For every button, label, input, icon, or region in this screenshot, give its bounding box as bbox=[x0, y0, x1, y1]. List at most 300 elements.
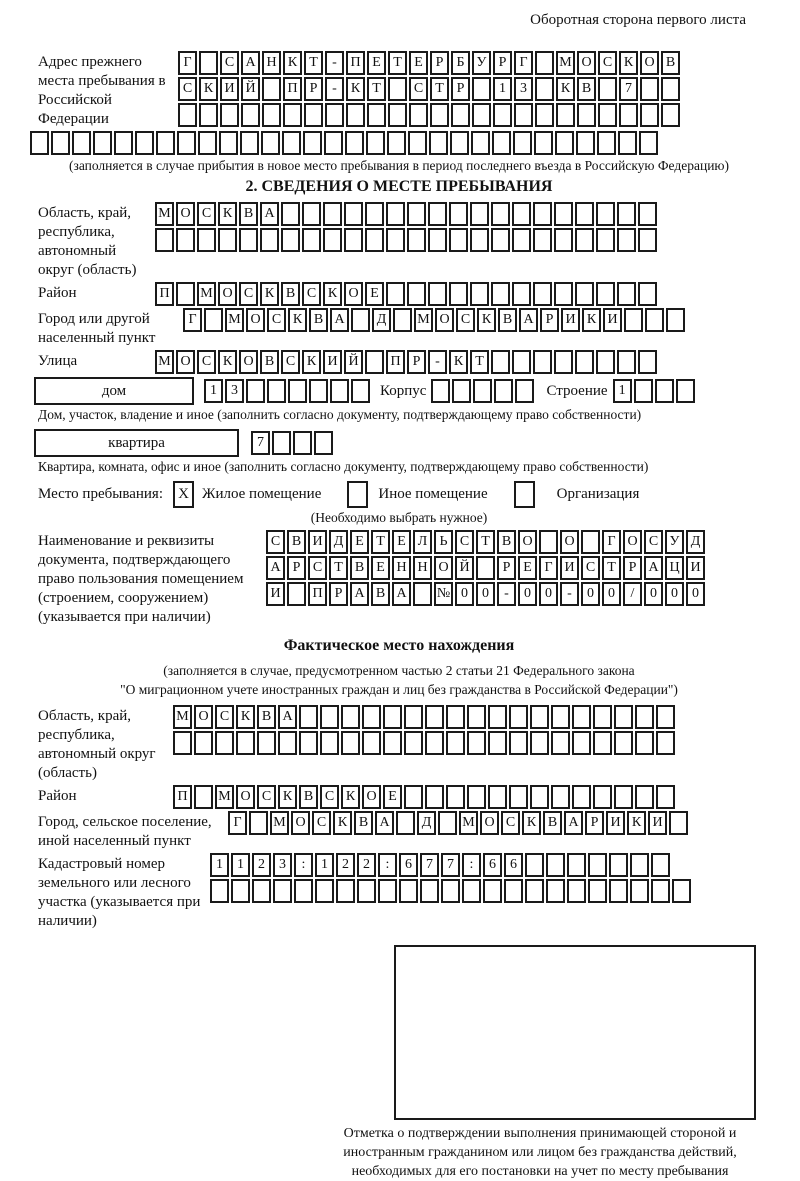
document-rows bbox=[266, 530, 705, 606]
char-box bbox=[407, 202, 426, 226]
char-box: У bbox=[472, 51, 491, 75]
char-box bbox=[638, 228, 657, 252]
char-box bbox=[572, 705, 591, 729]
char-box bbox=[438, 811, 457, 835]
char-box bbox=[114, 131, 133, 155]
char-box bbox=[302, 228, 321, 252]
char-box bbox=[555, 131, 574, 155]
char-box bbox=[240, 131, 259, 155]
char-box: С bbox=[302, 282, 321, 306]
char-box: Е bbox=[518, 556, 537, 580]
char-box: 1 bbox=[204, 379, 223, 403]
stamp-area bbox=[38, 945, 760, 1181]
char-row bbox=[155, 202, 657, 226]
char-box: Т bbox=[388, 51, 407, 75]
char-box: М bbox=[155, 350, 174, 374]
char-row bbox=[155, 282, 657, 306]
char-box: - bbox=[560, 582, 579, 606]
char-box bbox=[365, 350, 384, 374]
char-box bbox=[476, 556, 495, 580]
char-box bbox=[261, 131, 280, 155]
char-box: А bbox=[375, 811, 394, 835]
char-box: С bbox=[456, 308, 475, 332]
char-box: С bbox=[312, 811, 331, 835]
char-box bbox=[634, 379, 653, 403]
char-box: Р bbox=[493, 51, 512, 75]
char-box: У bbox=[665, 530, 684, 554]
char-box bbox=[588, 879, 607, 903]
char-box: Г bbox=[539, 556, 558, 580]
char-row bbox=[210, 879, 691, 903]
char-box: Й bbox=[241, 77, 260, 101]
char-box bbox=[530, 731, 549, 755]
char-box: Р bbox=[329, 582, 348, 606]
char-box bbox=[252, 879, 271, 903]
char-box: В bbox=[543, 811, 562, 835]
char-box bbox=[282, 131, 301, 155]
char-box: М bbox=[155, 202, 174, 226]
char-box: К bbox=[236, 705, 255, 729]
char-box: М bbox=[556, 51, 575, 75]
char-box bbox=[393, 308, 412, 332]
char-box: 0 bbox=[581, 582, 600, 606]
char-box bbox=[72, 131, 91, 155]
char-box bbox=[399, 879, 418, 903]
document-label: Наименование и реквизиты документа, подтверждающего право пользования помещением (строением, сооружением) (указывается при наличии) bbox=[38, 533, 244, 625]
char-box bbox=[388, 103, 407, 127]
char-box: К bbox=[341, 785, 360, 809]
char-box bbox=[656, 785, 675, 809]
char-box bbox=[231, 879, 250, 903]
char-box bbox=[199, 103, 218, 127]
char-box bbox=[246, 379, 265, 403]
char-box: К bbox=[260, 282, 279, 306]
actual-city-field bbox=[38, 811, 760, 851]
char-box: М bbox=[197, 282, 216, 306]
char-box bbox=[428, 228, 447, 252]
char-box bbox=[609, 879, 628, 903]
char-box bbox=[467, 705, 486, 729]
char-box bbox=[309, 379, 328, 403]
char-row bbox=[178, 51, 680, 75]
char-box bbox=[294, 879, 313, 903]
char-box bbox=[241, 103, 260, 127]
char-box: Г bbox=[514, 51, 533, 75]
char-box bbox=[655, 379, 674, 403]
apartment-caption: Квартира, комната, офис и иное (заполнить согласно документу, подтверждающему право собственности) bbox=[38, 459, 649, 474]
char-box bbox=[617, 228, 636, 252]
char-box: М bbox=[270, 811, 289, 835]
char-box bbox=[362, 705, 381, 729]
char-box bbox=[638, 202, 657, 226]
char-box bbox=[428, 282, 447, 306]
checkbox-zhiloe: X bbox=[173, 481, 194, 508]
char-box bbox=[451, 103, 470, 127]
char-box: С bbox=[197, 350, 216, 374]
char-box bbox=[593, 731, 612, 755]
char-box: К bbox=[346, 77, 365, 101]
prev-address-note: (заполняется в случае прибытия в новое место пребывания в период последнего въезда в Российскую Федерацию) bbox=[68, 158, 730, 173]
char-box bbox=[630, 879, 649, 903]
char-box: 7 bbox=[441, 853, 460, 877]
char-box bbox=[509, 705, 528, 729]
char-box bbox=[472, 103, 491, 127]
char-box: Е bbox=[409, 51, 428, 75]
char-box bbox=[388, 77, 407, 101]
char-box bbox=[446, 785, 465, 809]
char-box bbox=[535, 51, 554, 75]
actual-location-note-line1: (заполняется в случае, предусмотренном частью 2 статьи 21 Федерального закона bbox=[163, 663, 635, 678]
korpus-label: Корпус bbox=[380, 382, 427, 399]
char-box bbox=[640, 77, 659, 101]
char-box bbox=[299, 705, 318, 729]
char-box: С bbox=[501, 811, 520, 835]
char-box bbox=[272, 431, 291, 455]
char-box: О bbox=[236, 785, 255, 809]
char-box bbox=[281, 228, 300, 252]
char-box bbox=[281, 202, 300, 226]
house-caption: Дом, участок, владение и иное (заполнить согласно документу, подтверждающему право собственности) bbox=[38, 407, 642, 422]
char-box: О bbox=[518, 530, 537, 554]
char-box bbox=[470, 228, 489, 252]
char-box bbox=[344, 228, 363, 252]
char-box: К bbox=[522, 811, 541, 835]
char-box bbox=[635, 731, 654, 755]
char-box bbox=[551, 731, 570, 755]
char-box bbox=[575, 228, 594, 252]
char-box bbox=[173, 731, 192, 755]
char-box: / bbox=[623, 582, 642, 606]
char-box: О bbox=[434, 556, 453, 580]
char-box: 1 bbox=[210, 853, 229, 877]
char-box: Р bbox=[540, 308, 559, 332]
char-box: В bbox=[239, 202, 258, 226]
char-box bbox=[404, 731, 423, 755]
char-box bbox=[554, 282, 573, 306]
stamp-box bbox=[394, 945, 756, 1120]
char-box bbox=[491, 350, 510, 374]
char-box: М bbox=[225, 308, 244, 332]
char-box: О bbox=[623, 530, 642, 554]
char-box bbox=[504, 879, 523, 903]
char-box: 2 bbox=[357, 853, 376, 877]
char-box bbox=[483, 879, 502, 903]
char-box bbox=[661, 103, 680, 127]
char-box: В bbox=[257, 705, 276, 729]
char-box: 1 bbox=[613, 379, 632, 403]
char-box bbox=[597, 131, 616, 155]
char-box bbox=[640, 103, 659, 127]
korpus-cells bbox=[431, 379, 534, 403]
char-box: Т bbox=[371, 530, 390, 554]
char-box bbox=[267, 379, 286, 403]
char-box bbox=[249, 811, 268, 835]
char-box bbox=[323, 202, 342, 226]
char-box bbox=[283, 103, 302, 127]
char-box: В bbox=[260, 350, 279, 374]
house-type-box: дом bbox=[34, 377, 194, 405]
char-box: В bbox=[281, 282, 300, 306]
char-box bbox=[488, 705, 507, 729]
char-box: О bbox=[176, 202, 195, 226]
char-box: - bbox=[325, 77, 344, 101]
option-zhiloe-label: Жилое помещение bbox=[202, 486, 322, 502]
char-box bbox=[492, 131, 511, 155]
char-box bbox=[656, 731, 675, 755]
char-box bbox=[431, 379, 450, 403]
char-box: М bbox=[459, 811, 478, 835]
char-box: С bbox=[220, 51, 239, 75]
char-row bbox=[266, 582, 705, 606]
char-box bbox=[617, 350, 636, 374]
char-box bbox=[596, 202, 615, 226]
char-box: Е bbox=[367, 51, 386, 75]
char-box: Т bbox=[329, 556, 348, 580]
char-box bbox=[383, 731, 402, 755]
char-box bbox=[651, 879, 670, 903]
char-box bbox=[408, 131, 427, 155]
district-label: Район bbox=[38, 285, 77, 301]
char-box bbox=[450, 131, 469, 155]
char-box bbox=[239, 228, 258, 252]
char-box bbox=[509, 731, 528, 755]
char-box bbox=[320, 705, 339, 729]
char-row bbox=[183, 308, 685, 332]
char-box bbox=[470, 282, 489, 306]
char-box: С bbox=[266, 530, 285, 554]
char-box bbox=[614, 731, 633, 755]
actual-district-field bbox=[38, 785, 760, 809]
char-box bbox=[614, 705, 633, 729]
char-box bbox=[407, 282, 426, 306]
char-box: Ц bbox=[665, 556, 684, 580]
char-box bbox=[218, 228, 237, 252]
char-box: В bbox=[498, 308, 517, 332]
city-field bbox=[38, 308, 760, 348]
char-box bbox=[30, 131, 49, 155]
prev-address-rows bbox=[178, 51, 680, 127]
char-box: М bbox=[414, 308, 433, 332]
char-box bbox=[156, 131, 175, 155]
char-box bbox=[588, 853, 607, 877]
char-box: 7 bbox=[619, 77, 638, 101]
char-box: 0 bbox=[518, 582, 537, 606]
char-box: И bbox=[606, 811, 625, 835]
city-label: Город или другой населенный пункт bbox=[38, 311, 156, 346]
char-box bbox=[357, 879, 376, 903]
prev-address-field bbox=[38, 51, 760, 129]
char-box bbox=[413, 582, 432, 606]
char-box: 6 bbox=[399, 853, 418, 877]
char-box bbox=[236, 731, 255, 755]
char-box: О bbox=[640, 51, 659, 75]
prev-address-label: Адрес прежнего места пребывания в Российской Федерации bbox=[38, 54, 166, 127]
char-box: П bbox=[155, 282, 174, 306]
char-box bbox=[470, 202, 489, 226]
char-box: В bbox=[287, 530, 306, 554]
region-label: Область, край, республика, автономный округ (область) bbox=[38, 205, 137, 278]
char-box bbox=[635, 705, 654, 729]
char-box bbox=[362, 731, 381, 755]
char-box bbox=[567, 879, 586, 903]
char-box bbox=[199, 51, 218, 75]
char-box: С bbox=[644, 530, 663, 554]
char-box bbox=[471, 131, 490, 155]
char-box: К bbox=[218, 350, 237, 374]
char-box bbox=[596, 282, 615, 306]
char-box bbox=[467, 731, 486, 755]
char-box: Т bbox=[476, 530, 495, 554]
char-box bbox=[194, 731, 213, 755]
char-box: С bbox=[281, 350, 300, 374]
char-box bbox=[598, 77, 617, 101]
char-box bbox=[425, 785, 444, 809]
char-box bbox=[533, 350, 552, 374]
char-box: Р bbox=[497, 556, 516, 580]
char-box bbox=[351, 379, 370, 403]
char-box: А bbox=[330, 308, 349, 332]
char-box bbox=[525, 879, 544, 903]
char-box bbox=[530, 705, 549, 729]
char-box bbox=[619, 103, 638, 127]
char-box: Р bbox=[451, 77, 470, 101]
char-box: Е bbox=[383, 785, 402, 809]
char-box bbox=[404, 785, 423, 809]
char-box: К bbox=[283, 51, 302, 75]
char-box bbox=[198, 131, 217, 155]
char-box: О bbox=[176, 350, 195, 374]
actual-region-field bbox=[38, 705, 760, 783]
char-box bbox=[572, 731, 591, 755]
char-box bbox=[638, 282, 657, 306]
char-box bbox=[651, 853, 670, 877]
char-box: Ь bbox=[434, 530, 453, 554]
char-box bbox=[219, 131, 238, 155]
char-box bbox=[661, 77, 680, 101]
char-box bbox=[575, 350, 594, 374]
char-box bbox=[407, 228, 426, 252]
char-box: Т bbox=[367, 77, 386, 101]
section2-title: 2. СВЕДЕНИЯ О МЕСТЕ ПРЕБЫВАНИЯ bbox=[245, 178, 553, 195]
char-box bbox=[441, 879, 460, 903]
char-box bbox=[425, 731, 444, 755]
char-box: П bbox=[283, 77, 302, 101]
char-box: - bbox=[497, 582, 516, 606]
char-box bbox=[273, 879, 292, 903]
char-box: П bbox=[346, 51, 365, 75]
char-box bbox=[367, 103, 386, 127]
char-box: 7 bbox=[251, 431, 270, 455]
char-box bbox=[288, 379, 307, 403]
char-box: О bbox=[560, 530, 579, 554]
char-box bbox=[257, 731, 276, 755]
char-box bbox=[575, 282, 594, 306]
stay-type-hint: (Необходимо выбрать нужное) bbox=[310, 510, 488, 525]
char-box bbox=[409, 103, 428, 127]
char-row bbox=[155, 350, 657, 374]
actual-location-note-line2: "О миграционном учете иностранных граждан и лиц без гражданства в Российской Федерации") bbox=[120, 682, 678, 697]
char-box: Е bbox=[365, 282, 384, 306]
char-box: 1 bbox=[231, 853, 250, 877]
char-box: С bbox=[455, 530, 474, 554]
char-box: Р bbox=[304, 77, 323, 101]
document-field bbox=[38, 530, 760, 627]
char-box: В bbox=[661, 51, 680, 75]
char-box: : bbox=[294, 853, 313, 877]
char-box: И bbox=[560, 556, 579, 580]
char-row bbox=[155, 228, 657, 252]
char-box bbox=[387, 131, 406, 155]
char-box bbox=[386, 228, 405, 252]
char-box bbox=[635, 785, 654, 809]
char-box bbox=[491, 282, 510, 306]
char-box: 1 bbox=[315, 853, 334, 877]
region-rows bbox=[155, 202, 657, 252]
char-box bbox=[178, 103, 197, 127]
char-box bbox=[366, 131, 385, 155]
char-box: С bbox=[320, 785, 339, 809]
char-row bbox=[178, 103, 680, 127]
char-box: К bbox=[333, 811, 352, 835]
char-box bbox=[513, 131, 532, 155]
char-box: О bbox=[480, 811, 499, 835]
char-box: М bbox=[173, 705, 192, 729]
char-box bbox=[567, 853, 586, 877]
char-box: Р bbox=[585, 811, 604, 835]
char-box bbox=[345, 131, 364, 155]
char-box: Д bbox=[686, 530, 705, 554]
char-box: К bbox=[582, 308, 601, 332]
char-box: В bbox=[577, 77, 596, 101]
char-box: П bbox=[173, 785, 192, 809]
char-box bbox=[546, 853, 565, 877]
char-box: Д bbox=[329, 530, 348, 554]
char-box bbox=[430, 103, 449, 127]
char-box: К bbox=[199, 77, 218, 101]
char-box: А bbox=[392, 582, 411, 606]
char-box: Т bbox=[602, 556, 621, 580]
char-box: № bbox=[434, 582, 453, 606]
header-note: Оборотная сторона первого листа bbox=[530, 12, 746, 28]
char-box: : bbox=[378, 853, 397, 877]
char-box bbox=[446, 705, 465, 729]
char-box bbox=[194, 785, 213, 809]
char-box bbox=[551, 785, 570, 809]
cadastral-field bbox=[38, 853, 760, 931]
char-box: 0 bbox=[602, 582, 621, 606]
char-box: 3 bbox=[273, 853, 292, 877]
char-box bbox=[446, 731, 465, 755]
char-box bbox=[330, 379, 349, 403]
char-box bbox=[535, 103, 554, 127]
actual-region-rows bbox=[173, 705, 675, 755]
char-box bbox=[576, 131, 595, 155]
char-row bbox=[266, 556, 705, 580]
char-box bbox=[554, 228, 573, 252]
char-box bbox=[302, 202, 321, 226]
char-box bbox=[572, 785, 591, 809]
char-box bbox=[598, 103, 617, 127]
char-box bbox=[260, 228, 279, 252]
char-box: И bbox=[323, 350, 342, 374]
char-box bbox=[609, 853, 628, 877]
char-box bbox=[303, 131, 322, 155]
char-box bbox=[512, 228, 531, 252]
char-box bbox=[404, 705, 423, 729]
char-box bbox=[351, 308, 370, 332]
char-box bbox=[176, 282, 195, 306]
char-box bbox=[344, 202, 363, 226]
